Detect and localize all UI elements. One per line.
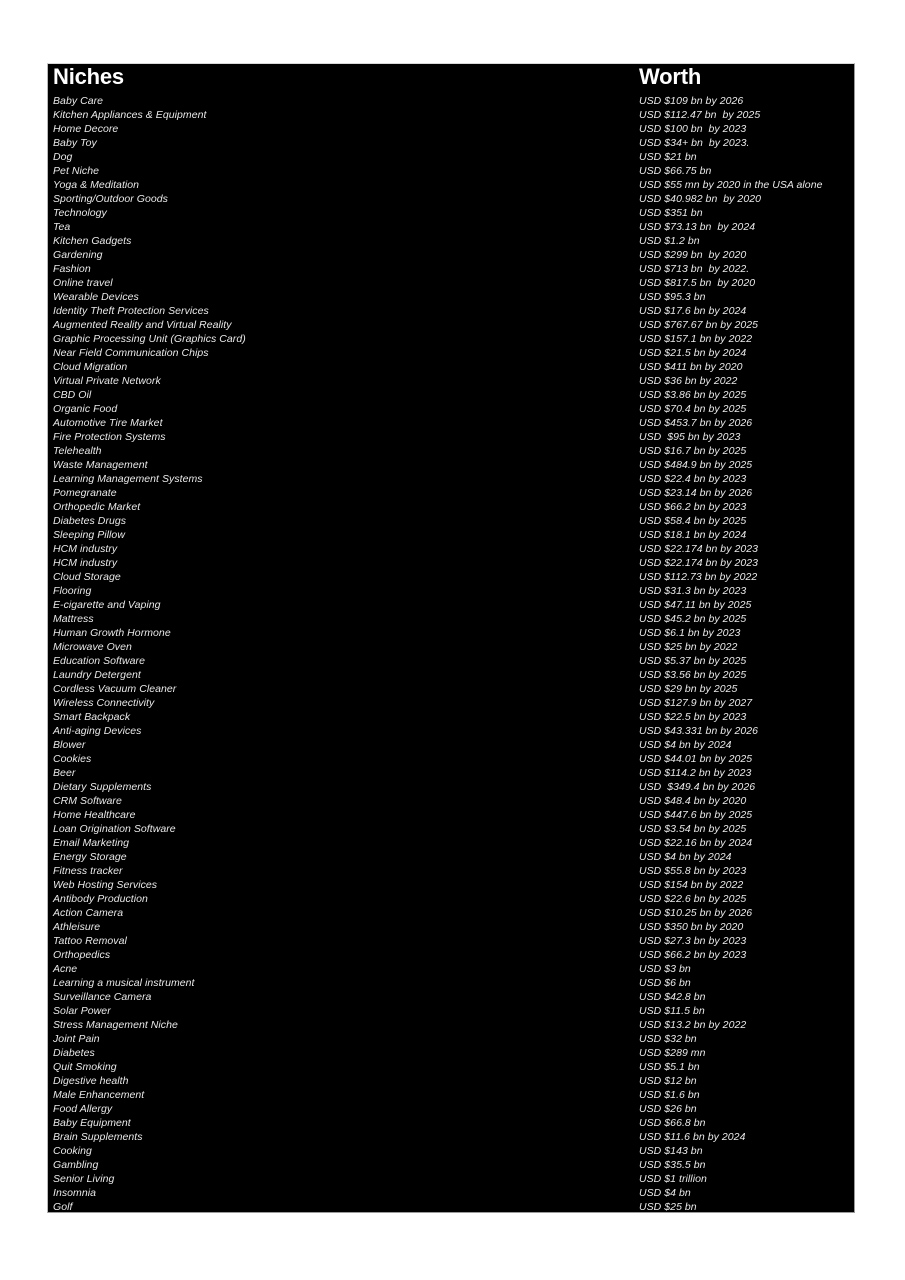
table-row <box>48 1060 854 1074</box>
cell-niche: Technology <box>53 207 107 219</box>
cell-worth: USD $299 bn by 2020 <box>639 249 747 261</box>
table-row <box>48 360 854 374</box>
cell-worth: USD $411 bn by 2020 <box>639 361 743 373</box>
cell-worth: USD $66.75 bn <box>639 165 712 177</box>
cell-niche: Male Enhancement <box>53 1089 145 1101</box>
cell-worth: USD $45.2 bn by 2025 <box>639 613 747 625</box>
cell-worth: USD $55.8 bn by 2023 <box>639 865 747 877</box>
cell-niche: Orthopedics <box>53 949 111 961</box>
cell-worth: USD $29 bn by 2025 <box>639 683 738 695</box>
cell-niche: Near Field Communication Chips <box>53 347 209 359</box>
table-row <box>48 626 854 640</box>
table-row <box>48 178 854 192</box>
table-row <box>48 850 854 864</box>
table-row <box>48 836 854 850</box>
cell-worth: USD $453.7 bn by 2026 <box>639 417 753 429</box>
table-row <box>48 654 854 668</box>
table-row <box>48 374 854 388</box>
cell-niche: Gardening <box>53 249 103 261</box>
cell-worth: USD $43.331 bn by 2026 <box>639 725 759 737</box>
cell-niche: Tattoo Removal <box>53 935 127 947</box>
table-row <box>48 122 854 136</box>
cell-worth: USD $26 bn <box>639 1103 697 1115</box>
cell-worth: USD $447.6 bn by 2025 <box>639 809 753 821</box>
cell-niche: Energy Storage <box>53 851 127 863</box>
cell-niche: Learning Management Systems <box>53 473 203 485</box>
cell-worth: USD $1 trillion <box>639 1173 707 1185</box>
cell-niche: Cookies <box>53 753 92 765</box>
cell-niche: Cloud Migration <box>53 361 128 373</box>
cell-niche: CRM Software <box>53 795 122 807</box>
table-row <box>48 332 854 346</box>
table-row <box>48 724 854 738</box>
table-row <box>48 948 854 962</box>
cell-niche: Quit Smoking <box>53 1061 117 1073</box>
cell-niche: Wireless Connectivity <box>53 697 155 709</box>
table-row <box>48 486 854 500</box>
cell-worth: USD $289 mn <box>639 1047 706 1059</box>
table-row <box>48 934 854 948</box>
cell-worth: USD $42.8 bn <box>639 991 706 1003</box>
cell-worth: USD $100 bn by 2023 <box>639 123 747 135</box>
table-row <box>48 1004 854 1018</box>
cell-niche: Fashion <box>53 263 91 275</box>
table-row <box>48 584 854 598</box>
cell-niche: Stress Management Niche <box>53 1019 178 1031</box>
cell-worth: USD $18.1 bn by 2024 <box>639 529 747 541</box>
cell-niche: Golf <box>53 1201 73 1213</box>
table-row <box>48 206 854 220</box>
table-header-row <box>48 64 854 92</box>
cell-niche: E-cigarette and Vaping <box>53 599 161 611</box>
cell-worth: USD $3.86 bn by 2025 <box>639 389 747 401</box>
cell-niche: Smart Backpack <box>53 711 131 723</box>
table-row <box>48 598 854 612</box>
cell-worth: USD $95 bn by 2023 <box>639 431 741 443</box>
cell-worth: USD $21.5 bn by 2024 <box>639 347 747 359</box>
column-header-niches: Niches <box>53 64 124 89</box>
cell-worth: USD $4 bn <box>639 1187 691 1199</box>
table-row <box>48 780 854 794</box>
cell-worth: USD $6.1 bn by 2023 <box>639 627 741 639</box>
cell-niche: Augmented Reality and Virtual Reality <box>53 319 232 331</box>
table-row <box>48 794 854 808</box>
cell-worth: USD $3.56 bn by 2025 <box>639 669 747 681</box>
table-row <box>48 248 854 262</box>
cell-niche: Flooring <box>53 585 92 597</box>
table-row <box>48 444 854 458</box>
table-row <box>48 738 854 752</box>
cell-niche: Kitchen Gadgets <box>53 235 132 247</box>
table-row <box>48 1032 854 1046</box>
cell-worth: USD $1.2 bn <box>639 235 700 247</box>
cell-worth: USD $713 bn by 2022. <box>639 263 750 275</box>
cell-niche: Online travel <box>53 277 113 289</box>
cell-niche: HCM industry <box>53 557 118 569</box>
table-row <box>48 542 854 556</box>
cell-niche: Gambling <box>53 1159 99 1171</box>
table-row <box>48 822 854 836</box>
cell-worth: USD $22.4 bn by 2023 <box>639 473 747 485</box>
cell-niche: Dietary Supplements <box>53 781 152 793</box>
cell-niche: Food Allergy <box>53 1103 113 1115</box>
cell-niche: Waste Management <box>53 459 148 471</box>
cell-worth: USD $27.3 bn by 2023 <box>639 935 747 947</box>
cell-niche: Diabetes <box>53 1047 95 1059</box>
cell-worth: USD $73.13 bn by 2024 <box>639 221 756 233</box>
cell-worth: USD $16.7 bn by 2025 <box>639 445 747 457</box>
cell-worth: USD $58.4 bn by 2025 <box>639 515 747 527</box>
cell-worth: USD $6 bn <box>639 977 691 989</box>
cell-niche: Blower <box>53 739 86 751</box>
cell-niche: Surveillance Camera <box>53 991 152 1003</box>
cell-niche: Joint Pain <box>53 1033 100 1045</box>
cell-niche: Baby Toy <box>53 137 97 149</box>
cell-niche: Baby Equipment <box>53 1117 131 1129</box>
cell-niche: Education Software <box>53 655 145 667</box>
cell-niche: Telehealth <box>53 445 102 457</box>
cell-niche: Dog <box>53 151 73 163</box>
cell-worth: USD $34+ bn by 2023. <box>639 137 750 149</box>
cell-niche: Human Growth Hormone <box>53 627 171 639</box>
cell-worth: USD $11.6 bn by 2024 <box>639 1131 746 1143</box>
cell-niche: Loan Origination Software <box>53 823 176 835</box>
cell-worth: USD $10.25 bn by 2026 <box>639 907 753 919</box>
table-row <box>48 94 854 108</box>
cell-niche: Insomnia <box>53 1187 97 1199</box>
table-row <box>48 1074 854 1088</box>
cell-worth: USD $13.2 bn by 2022 <box>639 1019 747 1031</box>
cell-worth: USD $23.14 bn by 2026 <box>639 487 753 499</box>
niches-worth-table <box>47 63 855 1213</box>
table-row <box>48 500 854 514</box>
cell-niche: Learning a musical instrument <box>53 977 195 989</box>
cell-worth: USD $21 bn <box>639 151 697 163</box>
table-row <box>48 262 854 276</box>
cell-niche: Microwave Oven <box>53 641 132 653</box>
table-row <box>48 388 854 402</box>
table-row <box>48 1018 854 1032</box>
cell-niche: Anti-aging Devices <box>53 725 142 737</box>
cell-worth: USD $55 mn by 2020 in the USA alone <box>639 179 823 191</box>
table-row <box>48 1088 854 1102</box>
cell-worth: USD $5.1 bn <box>639 1061 700 1073</box>
cell-worth: USD $127.9 bn by 2027 <box>639 697 753 709</box>
cell-worth: USD $22.174 bn by 2023 <box>639 543 759 555</box>
cell-niche: Mattress <box>53 613 94 625</box>
cell-niche: Brain Supplements <box>53 1131 143 1143</box>
table-row <box>48 108 854 122</box>
cell-niche: Cooking <box>53 1145 92 1157</box>
cell-worth: USD $109 bn by 2026 <box>639 95 744 107</box>
cell-worth: USD $36 bn by 2022 <box>639 375 738 387</box>
table-row <box>48 528 854 542</box>
cell-worth: USD $767.67 bn by 2025 <box>639 319 759 331</box>
cell-worth: USD $154 bn by 2022 <box>639 879 744 891</box>
cell-worth: USD $22.5 bn by 2023 <box>639 711 747 723</box>
cell-niche: Action Camera <box>53 907 124 919</box>
cell-worth: USD $31.3 bn by 2023 <box>639 585 747 597</box>
cell-worth: USD $22.6 bn by 2025 <box>639 893 747 905</box>
cell-niche: Pomegranate <box>53 487 117 499</box>
table-row <box>48 1158 854 1172</box>
cell-worth: USD $40.982 bn by 2020 <box>639 193 761 205</box>
cell-niche: Senior Living <box>53 1173 115 1185</box>
table-row <box>48 892 854 906</box>
table-row <box>48 1144 854 1158</box>
table-row <box>48 1130 854 1144</box>
cell-worth: USD $11.5 bn <box>639 1005 705 1017</box>
table-row <box>48 962 854 976</box>
cell-niche: Identity Theft Protection Services <box>53 305 209 317</box>
cell-niche: Home Decore <box>53 123 119 135</box>
cell-worth: USD $25 bn by 2022 <box>639 641 738 653</box>
cell-niche: Yoga & Meditation <box>53 179 140 191</box>
table-row <box>48 612 854 626</box>
cell-worth: USD $25 bn <box>639 1201 697 1213</box>
table-row <box>48 220 854 234</box>
table-row <box>48 430 854 444</box>
cell-worth: USD $32 bn <box>639 1033 697 1045</box>
table-row <box>48 472 854 486</box>
table-row <box>48 1116 854 1130</box>
cell-niche: Kitchen Appliances & Equipment <box>53 109 207 121</box>
table-row <box>48 864 854 878</box>
table-row <box>48 766 854 780</box>
cell-worth: USD $17.6 bn by 2024 <box>639 305 747 317</box>
cell-worth: USD $47.11 bn by 2025 <box>639 599 752 611</box>
cell-niche: Graphic Processing Unit (Graphics Card) <box>53 333 246 345</box>
table-row <box>48 976 854 990</box>
cell-niche: HCM industry <box>53 543 118 555</box>
cell-worth: USD $95.3 bn <box>639 291 706 303</box>
cell-niche: Beer <box>53 767 76 779</box>
cell-niche: Fitness tracker <box>53 865 123 877</box>
table-row <box>48 164 854 178</box>
cell-worth: USD $1.6 bn <box>639 1089 700 1101</box>
table-row <box>48 136 854 150</box>
cell-worth: USD $66.8 bn <box>639 1117 706 1129</box>
table-row <box>48 192 854 206</box>
cell-worth: USD $112.73 bn by 2022 <box>639 571 758 583</box>
cell-niche: Fire Protection Systems <box>53 431 166 443</box>
cell-niche: Wearable Devices <box>53 291 139 303</box>
table-row <box>48 514 854 528</box>
cell-worth: USD $114.2 bn by 2023 <box>639 767 752 779</box>
cell-worth: USD $66.2 bn by 2023 <box>639 501 747 513</box>
cell-niche: Pet Niche <box>53 165 99 177</box>
cell-worth: USD $5.37 bn by 2025 <box>639 655 747 667</box>
table-row <box>48 416 854 430</box>
table-row <box>48 682 854 696</box>
cell-niche: Solar Power <box>53 1005 111 1017</box>
cell-worth: USD $817.5 bn by 2020 <box>639 277 756 289</box>
cell-worth: USD $143 bn <box>639 1145 703 1157</box>
cell-worth: USD $484.9 bn by 2025 <box>639 459 753 471</box>
cell-worth: USD $66.2 bn by 2023 <box>639 949 747 961</box>
table-row <box>48 556 854 570</box>
cell-niche: Acne <box>53 963 78 975</box>
table-row <box>48 150 854 164</box>
table-row <box>48 906 854 920</box>
table-row <box>48 1102 854 1116</box>
table-body <box>48 94 854 1213</box>
cell-niche: Web Hosting Services <box>53 879 158 891</box>
cell-niche: Athleisure <box>53 921 101 933</box>
cell-worth: USD $349.4 bn by 2026 <box>639 781 756 793</box>
table-row <box>48 752 854 766</box>
table-row <box>48 570 854 584</box>
cell-worth: USD $4 bn by 2024 <box>639 739 732 751</box>
table-row <box>48 1046 854 1060</box>
table-row <box>48 640 854 654</box>
cell-niche: Laundry Detergent <box>53 669 141 681</box>
cell-niche: Organic Food <box>53 403 118 415</box>
table-row <box>48 458 854 472</box>
table-row <box>48 878 854 892</box>
table-row <box>48 304 854 318</box>
cell-worth: USD $3 bn <box>639 963 691 975</box>
column-header-worth: Worth <box>639 64 702 89</box>
table-row <box>48 1200 854 1213</box>
cell-worth: USD $3.54 bn by 2025 <box>639 823 747 835</box>
cell-niche: Automotive Tire Market <box>53 417 163 429</box>
cell-niche: Diabetes Drugs <box>53 515 127 527</box>
table-row <box>48 696 854 710</box>
cell-niche: Home Healthcare <box>53 809 136 821</box>
cell-worth: USD $70.4 bn by 2025 <box>639 403 747 415</box>
table-row <box>48 1172 854 1186</box>
table-row <box>48 990 854 1004</box>
cell-niche: Sporting/Outdoor Goods <box>53 193 168 205</box>
cell-worth: USD $44.01 bn by 2025 <box>639 753 753 765</box>
cell-worth: USD $4 bn by 2024 <box>639 851 732 863</box>
table-row <box>48 668 854 682</box>
cell-worth: USD $48.4 bn by 2020 <box>639 795 747 807</box>
table-row <box>48 276 854 290</box>
cell-niche: Sleeping Pillow <box>53 529 125 541</box>
cell-niche: Email Marketing <box>53 837 130 849</box>
cell-niche: Virtual Private Network <box>53 375 161 387</box>
table-row <box>48 318 854 332</box>
table-row <box>48 346 854 360</box>
table-row <box>48 290 854 304</box>
cell-niche: Cordless Vacuum Cleaner <box>53 683 177 695</box>
cell-niche: Cloud Storage <box>53 571 121 583</box>
cell-worth: USD $12 bn <box>639 1075 697 1087</box>
cell-worth: USD $35.5 bn <box>639 1159 706 1171</box>
cell-worth: USD $350 bn by 2020 <box>639 921 744 933</box>
table-row <box>48 920 854 934</box>
cell-niche: CBD Oil <box>53 389 92 401</box>
cell-niche: Baby Care <box>53 95 104 107</box>
cell-niche: Tea <box>53 221 71 233</box>
cell-niche: Antibody Production <box>53 893 148 905</box>
cell-worth: USD $351 bn <box>639 207 703 219</box>
table-row <box>48 234 854 248</box>
table-row <box>48 710 854 724</box>
cell-worth: USD $22.16 bn by 2024 <box>639 837 753 849</box>
cell-worth: USD $157.1 bn by 2022 <box>639 333 753 345</box>
cell-worth: USD $22.174 bn by 2023 <box>639 557 759 569</box>
cell-niche: Orthopedic Market <box>53 501 141 513</box>
table-row <box>48 402 854 416</box>
table-row <box>48 808 854 822</box>
cell-niche: Digestive health <box>53 1075 129 1087</box>
table-row <box>48 1186 854 1200</box>
cell-worth: USD $112.47 bn by 2025 <box>639 109 761 121</box>
